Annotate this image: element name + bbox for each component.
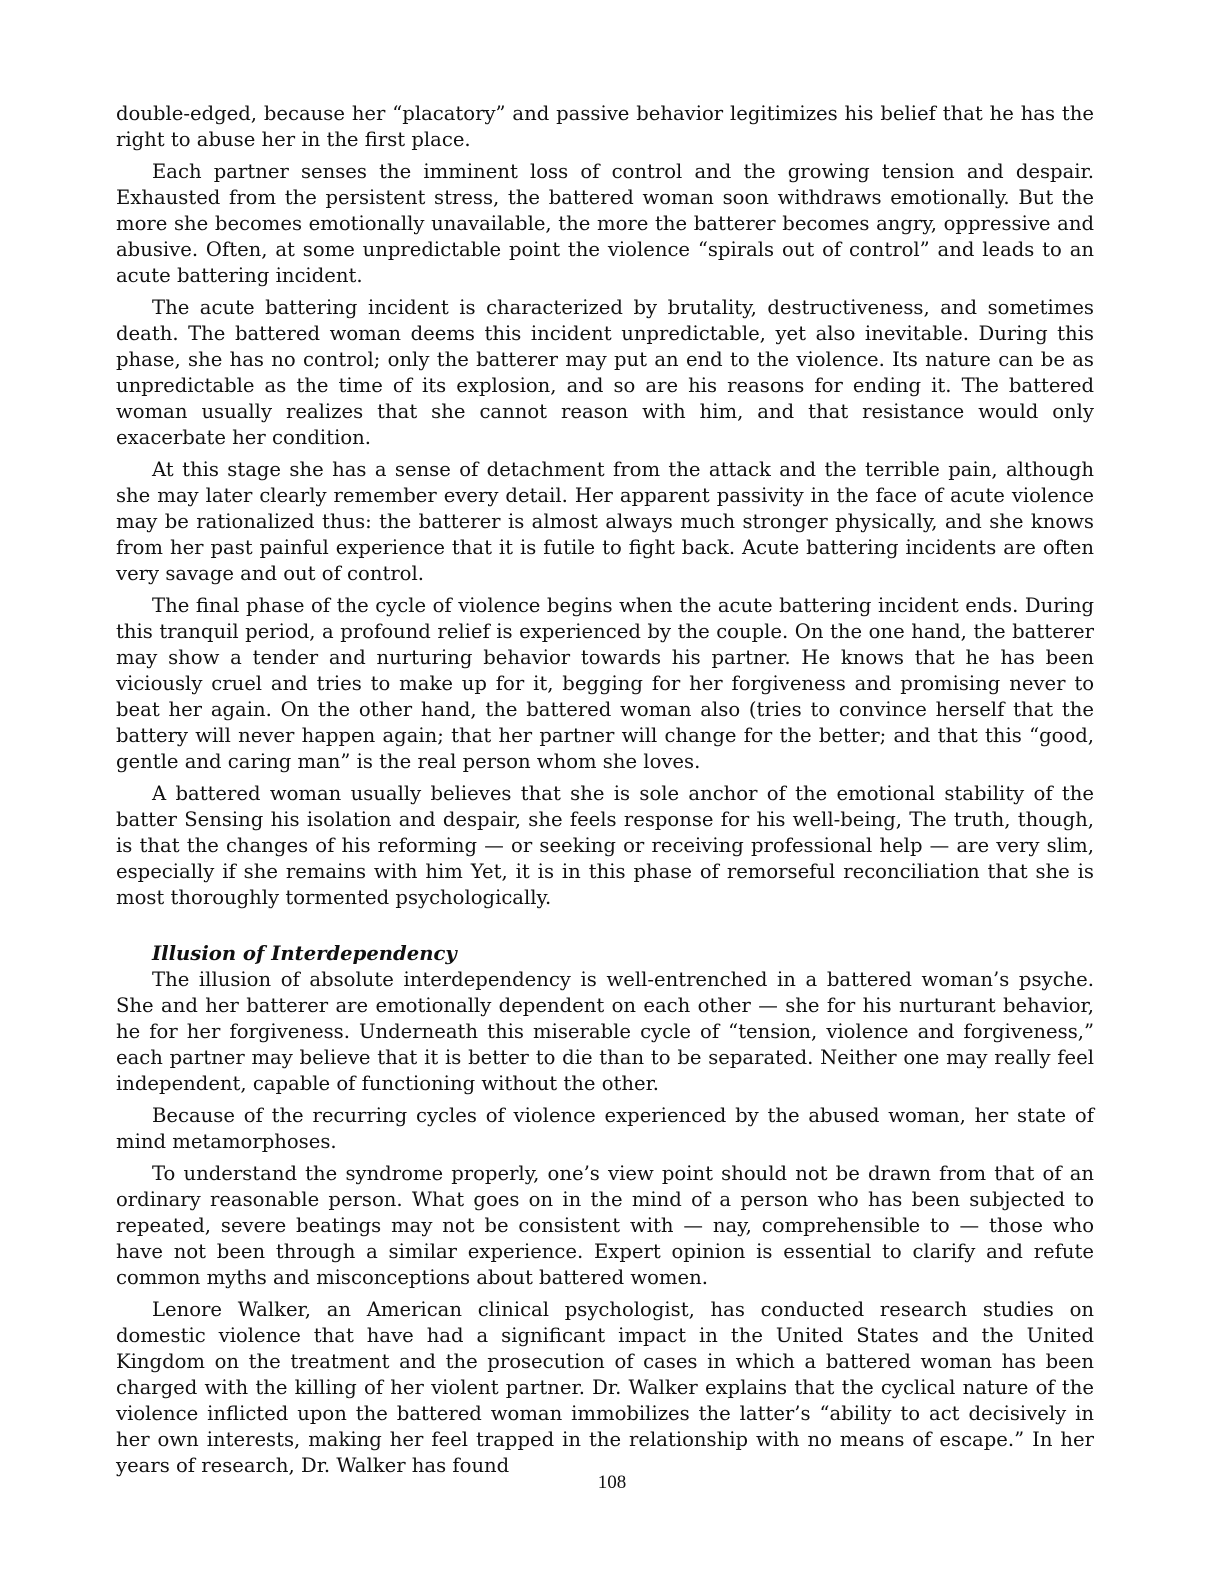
- paragraph: Each partner senses the imminent loss of control and the growing tension and despair. Exhausted from the persistent stress, the battered woman soon withdraws emotionally. But the more she becomes emotionally unavailable, the more the batterer becomes angry, oppressive and abusive. Often, at some unpredictable point the violence “spirals out of control” and leads to an acute battering incident.: [116, 160, 1094, 287]
- paragraph: At this stage she has a sense of detachment from the attack and the terrible pain, although she may later clearly remember every detail. Her apparent passivity in the face of acute violence may be rationalized thus: the batterer is almost always much stronger physically, and she knows from her past painful experience that it is futile to fight back. Acute battering incidents are often very savage and out of control.: [116, 458, 1094, 585]
- paragraph: The illusion of absolute interdependency is well-entrenched in a battered woman’s psyche. She and her batterer are emotionally dependent on each other — she for his nurturant behavior, he for her forgiveness. Underneath this miserable cycle of “tension, violence and forgiveness,” each partner may believe that it is better to die than to be separated. Neither one may really feel independent, capable of functioning without the other.: [116, 968, 1094, 1095]
- section-heading: Illusion of Interdependency: [152, 942, 457, 965]
- body-text: [116, 101, 1094, 1485]
- paragraph: The final phase of the cycle of violence begins when the acute battering incident ends. During this tranquil period, a profound relief is experienced by the couple. On the one hand, the batterer may show a tender and nurturing behavior towards his partner. He knows that he has been viciously cruel and tries to make up for it, begging for her forgiveness and promising never to beat her again. On the other hand, the battered woman also (tries to convince herself that the battery will never happen again; that her partner will change for the better; and that this “good, gentle and caring man” is the real person whom she loves.: [116, 594, 1094, 773]
- paragraph: The acute battering incident is characterized by brutality, destructiveness, and sometimes death. The battered woman deems this incident unpredictable, yet also inevitable. During this phase, she has no control; only the batterer may put an end to the violence. Its nature can be as unpredictable as the time of its explosion, and so are his reasons for ending it. The battered woman usually realizes that she cannot reason with him, and that resistance would only exacerbate her condition.: [116, 296, 1094, 449]
- paragraph: Because of the recurring cycles of violence experienced by the abused woman, her state of mind metamorphoses.: [116, 1104, 1094, 1153]
- paragraph: To understand the syndrome properly, one’s view point should not be drawn from that of an ordinary reasonable person. What goes on in the mind of a person who has been subjected to repeated, severe beatings may not be consistent with — nay, comprehensible to — those who have not been through a similar experience. Expert opinion is essential to clarify and refute common myths and misconceptions about battered women.: [116, 1162, 1094, 1289]
- paragraph: Lenore Walker, an American clinical psychologist, has conducted research studies on domestic violence that have had a significant impact in the United States and the United Kingdom on the treatment and the prosecution of cases in which a battered woman has been charged with the killing of her violent partner. Dr. Walker explains that the cyclical nature of the violence inflicted upon the battered woman immobilizes the latter’s “ability to act decisively in her own interests, making her feel trapped in the relationship with no means of escape.” In her years of research, Dr. Walker has found: [116, 1298, 1094, 1477]
- paragraph: A battered woman usually believes that she is sole anchor of the emotional stability of the batter Sensing his isolation and despair, she feels response for his well-being, The truth, though, is that the changes of his reforming — or seeking or receiving professional help — are very slim, especially if she remains with him Yet, it is in this phase of remorseful reconciliation that she is most thoroughly tormented psychologically.: [116, 782, 1094, 909]
- paragraph: double-edged, because her “placatory” and passive behavior legitimizes his belief that he has the right to abuse her in the first place.: [116, 102, 1094, 151]
- page-number: 108: [597, 1472, 627, 1493]
